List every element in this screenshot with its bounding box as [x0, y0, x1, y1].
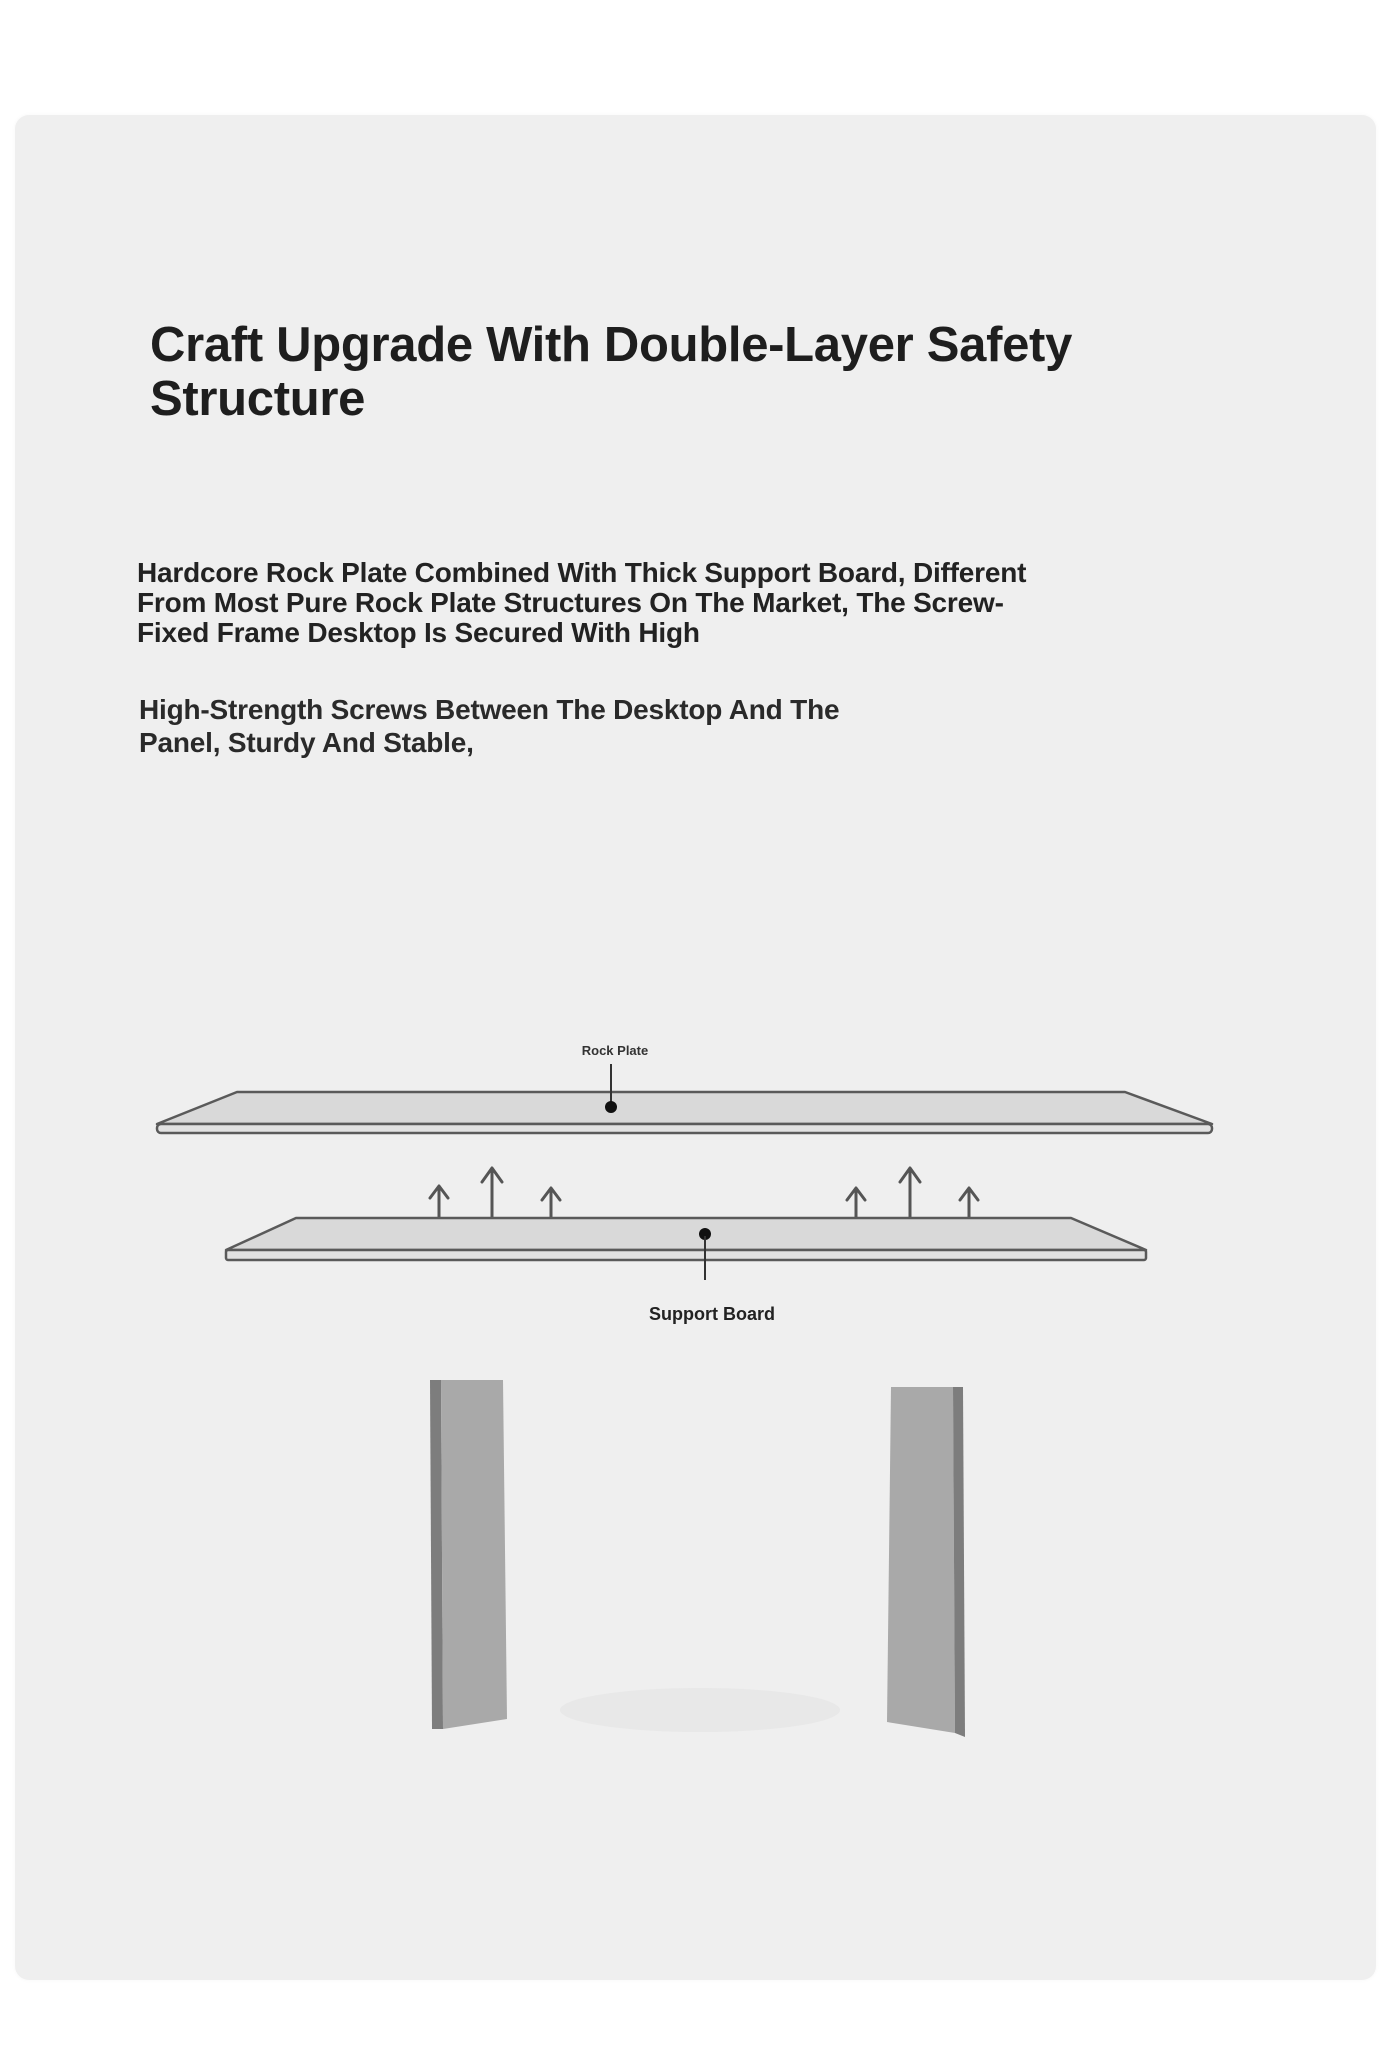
rock-plate: [157, 1092, 1212, 1133]
support-board-label: Support Board: [649, 1304, 775, 1324]
description-paragraph-2: High-Strength Screws Between The Desktop And The Panel, Sturdy And Stable,: [139, 694, 840, 758]
table-leg-right: [887, 1387, 965, 1737]
rock-plate-label: Rock Plate: [581, 1043, 649, 1058]
rock-plate-pointer: [605, 1064, 617, 1113]
description-paragraph-1: Hardcore Rock Plate Combined With Thick Support Board, Different From Most Pure Rock Plate Structures On The Market, The Screw-Fixed Frame Desktop Is Secured With High: [137, 557, 1027, 648]
page-title: Craft Upgrade With Double-Layer Safety Structure: [150, 318, 1073, 426]
support-board: [226, 1218, 1146, 1260]
floor-shadow: [560, 1688, 840, 1732]
table-leg-left: [430, 1380, 507, 1729]
